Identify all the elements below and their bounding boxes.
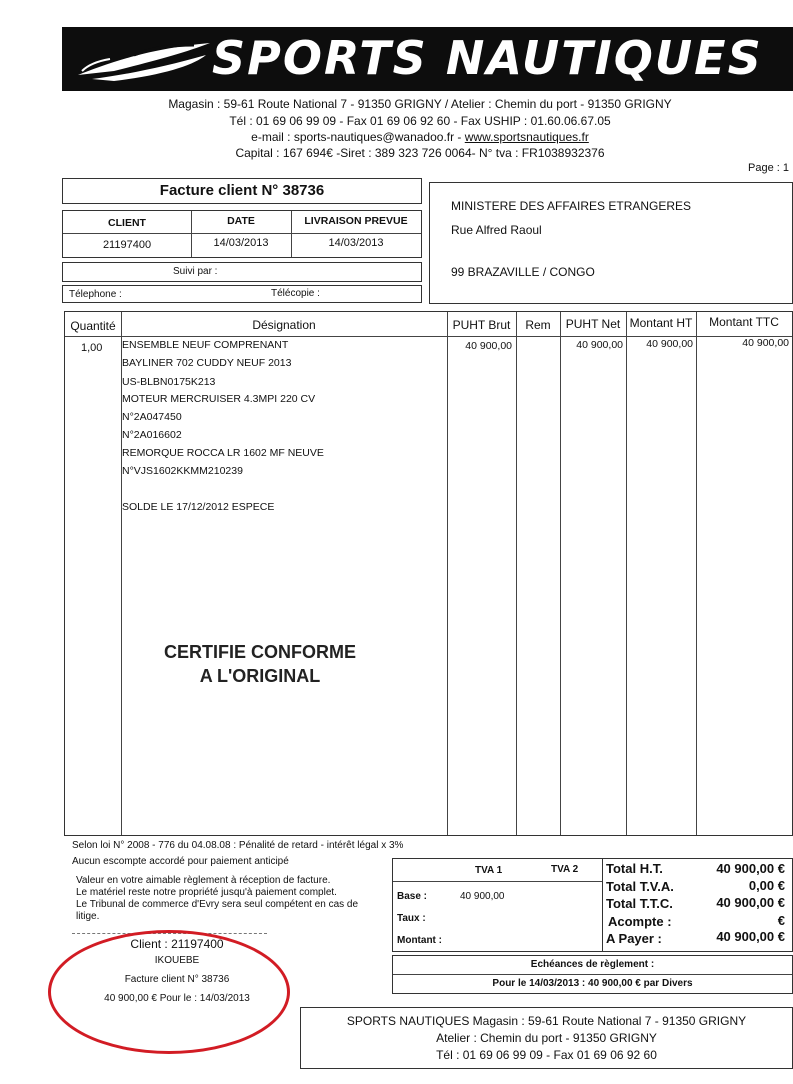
acompte-value: € [777, 913, 785, 928]
recipient-line2: Rue Alfred Raoul [451, 223, 542, 237]
tva2-label: TVA 2 [551, 864, 579, 875]
echeances-box [392, 955, 793, 994]
designation-line: US-BLBN0175K213 [122, 376, 216, 388]
designation-line: N°VJS1602KKMM210239 [122, 465, 243, 477]
annotation-circle [48, 930, 290, 1054]
recipient-line3: 99 BRAZAVILLE / CONGO [451, 265, 595, 279]
total-tva-label: Total T.V.A. [606, 879, 674, 894]
footer-box [300, 1007, 793, 1069]
col-montant-ttc: Montant TTC [709, 315, 779, 329]
website-link[interactable]: www.sportsnautiques.fr [464, 130, 589, 144]
email-text: e-mail : sports-nautiques@wanadoo.fr - [251, 130, 465, 144]
montant-label: Montant : [397, 935, 442, 946]
recipient-box [429, 182, 793, 304]
date-header: DATE [227, 215, 255, 227]
stamp-line2: A L'ORIGINAL [199, 666, 321, 686]
followed-by-box [62, 262, 422, 282]
taux-label: Taux : [397, 913, 426, 924]
delivery-header: LIVRAISON PREVUE [304, 215, 408, 227]
puht-brut-value: 40 900,00 [465, 340, 512, 352]
legal-court: Le Tribunal de commerce d'Evry sera seul compétent en cas de [76, 899, 359, 910]
items-table [64, 311, 793, 836]
base-label: Base : [397, 891, 428, 902]
boat-logo-icon [74, 35, 214, 83]
slip-amount: 40 900,00 € Pour le : 14/03/2013 [104, 993, 250, 1004]
legal-property: Le matériel reste notre propriété jusqu'à paiement complet. [76, 887, 337, 898]
tva1-label: TVA 1 [475, 865, 503, 876]
montant-ttc-value: 40 900,00 [742, 337, 789, 349]
puht-net-value: 40 900,00 [576, 339, 623, 351]
total-ht-label: Total H.T. [606, 861, 663, 876]
stamp-line1: CERTIFIE CONFORME [164, 642, 356, 662]
company-email [100, 129, 740, 146]
col-puht-brut: PUHT Brut [452, 318, 511, 332]
col-designation: Désignation [252, 318, 316, 332]
payer-value: 40 900,00 € [716, 929, 785, 944]
col-montant-ht: Montant HT [629, 316, 693, 330]
brand-title: SPORTS NAUTIQUES [212, 31, 763, 85]
designation-line: N°2A016602 [122, 429, 182, 441]
slip-invoice: Facture client N° 38736 [124, 974, 230, 985]
delivery-value: 14/03/2013 [328, 237, 384, 249]
client-header: CLIENT [108, 217, 146, 229]
slip-name: IKOUEBE [154, 955, 200, 966]
echeances-line: Pour le 14/03/2013 : 40 900,00 € par Divers [492, 978, 693, 989]
col-rem: Rem [525, 318, 551, 332]
designation-line: N°2A047450 [122, 411, 182, 423]
header-banner [62, 27, 793, 91]
recipient-line1: MINISTERE DES AFFAIRES ETRANGERES [451, 199, 692, 213]
total-ttc-value: 40 900,00 € [716, 895, 785, 910]
base-value: 40 900,00 [460, 891, 505, 902]
total-ht-value: 40 900,00 € [716, 861, 785, 876]
invoice-title: Facture client N° 38736 [159, 182, 325, 199]
legal-discount: Aucun escompte accordé pour paiement anticipé [72, 856, 289, 867]
total-tva-value: 0,00 € [748, 878, 785, 893]
designation-line: MOTEUR MERCRUISER 4.3MPI 220 CV [122, 393, 316, 405]
fax-label: Télécopie : [271, 288, 320, 299]
company-capital: Capital : 167 694€ -Siret : 389 323 726 0064- N° tva : FR1038932376 [235, 146, 605, 160]
page-number: Page : 1 [748, 162, 789, 174]
designation-line: BAYLINER 702 CUDDY NEUF 2013 [122, 357, 292, 369]
slip-client: Client : 21197400 [130, 937, 224, 951]
acompte-label: Acompte : [608, 914, 672, 929]
col-puht-net: PUHT Net [565, 317, 621, 331]
company-address: Magasin : 59-61 Route National 7 - 91350 GRIGNY / Atelier : Chemin du port - 91350 GRIGNY [168, 97, 672, 111]
client-date-box [62, 210, 422, 258]
phone-label: Télephone : [69, 289, 122, 300]
quantity-value: 1,00 [81, 342, 103, 354]
designation-line: ENSEMBLE NEUF COMPRENANT [122, 339, 289, 351]
montant-ht-value: 40 900,00 [646, 338, 693, 350]
certified-stamp [140, 640, 380, 688]
payer-label: A Payer : [606, 931, 662, 946]
legal-penalty: Selon loi N° 2008 - 776 du 04.08.08 : Pénalité de retard - intérêt légal x 3% [72, 840, 404, 851]
legal-payment: Valeur en votre aimable règlement à réception de facture. [76, 875, 331, 886]
invoice-title-box [62, 178, 422, 204]
designation-line: REMORQUE ROCCA LR 1602 MF NEUVE [122, 447, 324, 459]
date-value: 14/03/2013 [213, 237, 269, 249]
footer-line1: SPORTS NAUTIQUES Magasin : 59-61 Route National 7 - 91350 GRIGNY [346, 1014, 747, 1028]
followed-by-label: Suivi par : [173, 266, 218, 277]
company-phone: Tél : 01 69 06 99 09 - Fax 01 69 06 92 60 - Fax USHIP : 01.60.06.67.05 [229, 114, 611, 128]
col-quantity: Quantité [70, 319, 116, 333]
designation-line: SOLDE LE 17/12/2012 ESPECE [122, 501, 275, 513]
client-value: 21197400 [102, 239, 152, 251]
footer-line2: Atelier : Chemin du port - 91350 GRIGNY [436, 1031, 657, 1045]
phone-fax-box [62, 285, 422, 303]
total-ttc-label: Total T.T.C. [606, 896, 673, 911]
legal-litigation: litige. [76, 911, 100, 922]
footer-line3: Tél : 01 69 06 99 09 - Fax 01 69 06 92 60 [436, 1048, 657, 1062]
echeances-title: Echéances de règlement : [530, 959, 655, 970]
